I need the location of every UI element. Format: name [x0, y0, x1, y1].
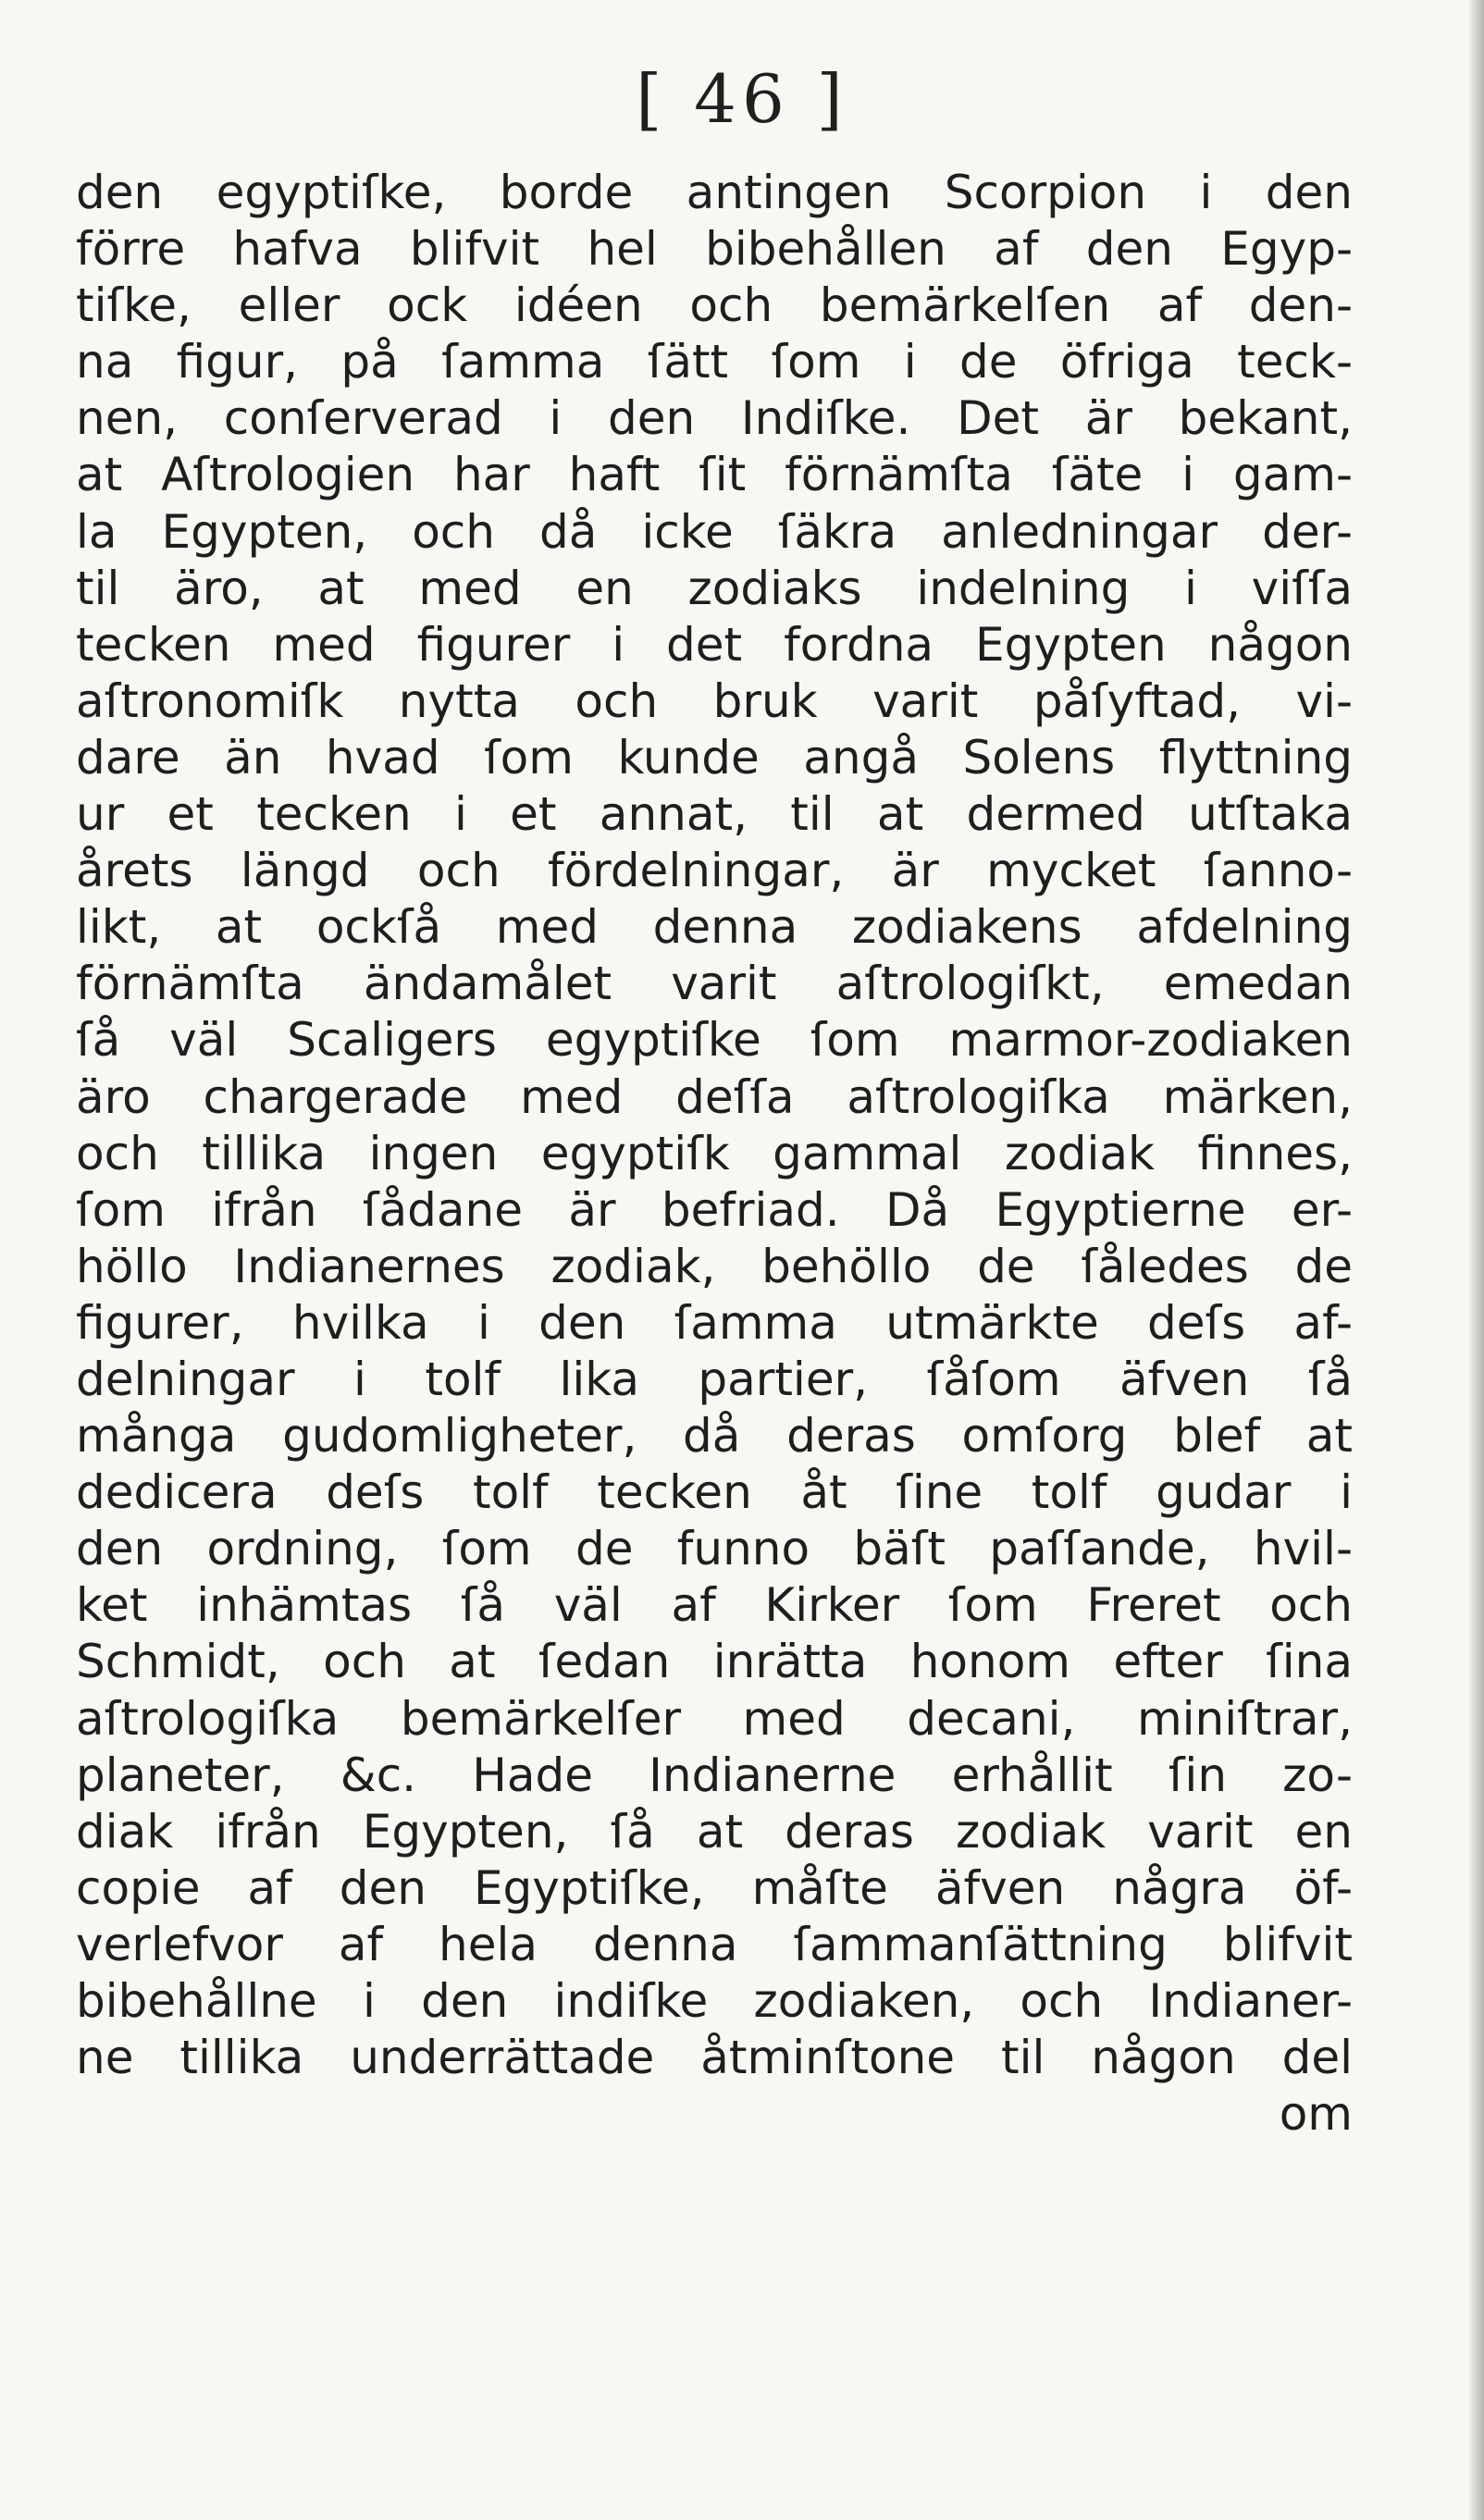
text-line: ur et tecken i et annat, til at dermed utſtaka — [76, 787, 1353, 842]
text-line: planeter, &c. Hade Indianerne erhållit ſin zo- — [76, 1748, 1353, 1802]
page-number: [ 46 ] — [636, 60, 848, 138]
catchword: om — [1279, 2087, 1353, 2142]
text-line: la Egypten, och då icke ſäkra anledningar der- — [76, 504, 1353, 559]
text-line: at Aſtrologien har haft ſit förnämſta ſäte i gam- — [76, 448, 1353, 502]
text-line: ket inhämtas ſå väl af Kirker ſom Freret och — [76, 1578, 1353, 1633]
text-line: tiſke, eller ock idéen och bemärkelſen af den- — [76, 278, 1353, 333]
page-edge-shadow — [1467, 0, 1484, 2520]
text-line: til äro, at med en zodiaks indelning i viſſa — [76, 561, 1353, 615]
text-line: Schmidt, och at ſedan inrätta honom efter ſina — [76, 1635, 1353, 1689]
text-line: aſtrologiſka bemärkelſer med decani, miniſtrar, — [76, 1691, 1353, 1746]
text-line: förre hafva blifvit hel bibehållen af den Egyp- — [76, 222, 1353, 277]
text-line: höllo Indianernes zodiak, behöllo de ſåledes de — [76, 1239, 1353, 1293]
text-line: äro chargerade med deſſa aſtrologiſka märken, — [76, 1069, 1353, 1124]
text-line: förnämſta ändamålet varit aſtrologiſkt, emedan — [76, 957, 1353, 1011]
text-line: många gudomligheter, då deras omſorg blef at — [76, 1409, 1353, 1464]
text-line: verlefvor af hela denna ſammanſättning blifvit — [76, 1917, 1353, 1971]
text-line: dare än hvad ſom kunde angå Solens flyttning — [76, 730, 1353, 784]
text-line: diak ifrån Egypten, ſå at deras zodiak varit en — [76, 1804, 1353, 1859]
text-line: aſtronomiſk nytta och bruk varit påſyftad, vi- — [76, 673, 1353, 728]
text-line: delningar i tolf lika partier, ſåſom äfven ſå — [76, 1352, 1353, 1406]
text-line: ne tillika underrättade åtminſtone til någon del — [76, 2031, 1353, 2085]
text-line: likt, at ockſå med denna zodiakens afdelning — [76, 900, 1353, 955]
text-line: bibehållne i den indiſke zodiaken, och Indianer- — [76, 1974, 1353, 2028]
body-text — [76, 165, 1353, 2143]
text-line: den egyptiſke, borde antingen Scorpion i den — [76, 166, 1353, 219]
text-line: figurer, hvilka i den ſamma utmärkte deſs af- — [76, 1295, 1353, 1350]
text-line: ſå väl Scaligers egyptiſke ſom marmor-zodiaken — [76, 1013, 1353, 1068]
text-line: copie af den Egyptiſke, måſte äfven några öf- — [76, 1860, 1353, 1915]
text-line: ſom ifrån ſådane är befriad. Då Egyptierne er- — [76, 1182, 1353, 1237]
text-line: na figur, på ſamma ſätt ſom i de öfriga teck- — [76, 335, 1353, 389]
text-line: dedicera deſs tolf tecken åt ſine tolf gudar i — [76, 1465, 1353, 1520]
text-line: tecken med figurer i det fordna Egypten någon — [76, 617, 1353, 672]
text-line: årets längd och fördelningar, är mycket ſanno- — [76, 844, 1353, 898]
text-line: nen, conſerverad i den Indiſke. Det är bekant, — [76, 391, 1353, 446]
text-line: och tillika ingen egyptiſk gammal zodiak finnes, — [76, 1126, 1353, 1180]
text-line: den ordning, ſom de funno bäſt paſſande, hvil- — [76, 1522, 1353, 1576]
